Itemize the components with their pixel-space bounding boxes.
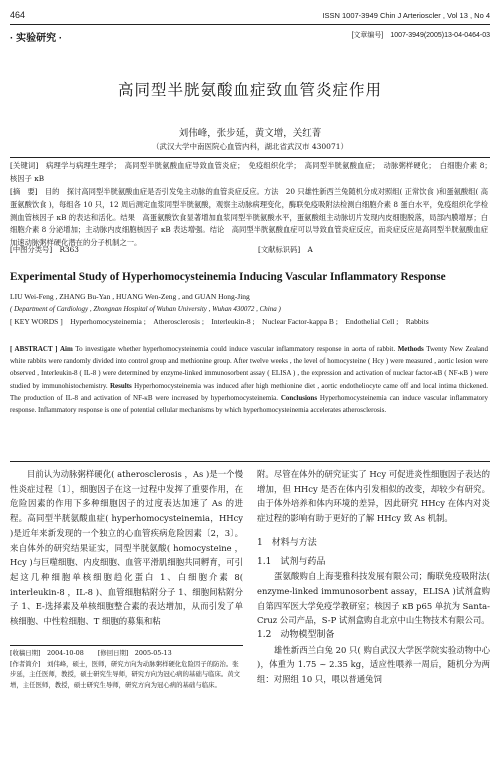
section-1-2-heading: 1.2 动物模型制备 <box>257 630 335 641</box>
title-cn: 高同型半胱氨酸血症致血管炎症作用 <box>117 82 382 99</box>
journal-citation: ISSN 1007-3949 Chin J Arterioscler , Vol 13 , No 4 <box>322 11 490 20</box>
document-code: [文献标识码] A <box>258 245 313 254</box>
abstract-cn: [摘 要] 目的 探讨高同型半胱氨酸血症是否引发兔主动脉的血管炎症反应。方法 20 只雄性新西兰兔随机分成对照组( 正常饮食 )和蛋氨酸组( 高蛋氨酸饮食 )，每组各 10 只，12 周后测定血浆同型半胱氨酸，观察主动脉病理变化，酶联免疫吸附法检测白细胞介素 8 蛋白水平，免疫组织化学检测血管核因子 κB 的表达和活化。结果 高蛋氨酸饮食显著增加血浆同型半胱氨酸水平，蛋氨酸组主动脉切片发现内皮细胞脱落，局部内膜增厚；白细胞介素 8 分泌增加；主动脉内皮细胞核因子 κB 表达增强。结论 高同型半胱氨酸血症可以导致血管炎症反应，而炎症反应是高同型半胱氨酸血症加速动脉粥样硬化潜在的分子机制之一。 <box>10 187 488 248</box>
aim-text: To investigate whether hyperhomocysteinemia could induce vascular inflammatory response in aorta of rabbit. <box>75 345 396 353</box>
keywords-cn: [关键词] 病理学与病理生理学； 高同型半胱氨酸血症导致血管炎症； 免疫组织化学； 高同型半胱氨酸血症； 动脉粥样硬化； 白细胞介素 8； 核因子 κB <box>10 161 496 183</box>
section-1-heading: 1 材料与方法 <box>257 537 317 548</box>
running-header <box>10 8 490 24</box>
abstract-bottom-rule <box>10 461 490 462</box>
body-left-column: 目前认为动脉粥样硬化( atherosclerosis ，As )是一个慢性炎症过程〔1〕，细胞因子在这一过程中发挥了重要作用，在危险因素的作用下多种细胞因子的过度表达加速了 As 的进程。高同型半胱氨酸血症( hyperhomocysteinemia，HHcy )是近年来新发现的一个独立的心血管疾病危险因素〔2，3〕。来自体外的研究结果证实，同型半胱氨酸( homocysteine ，Hcy )与巨噬细胞、内皮细胞、血管平滑肌细胞共同孵育，可引起这几种细胞单核细胞趋化蛋白 1、白细胞介素 8( interleukin-8 ，IL-8 )、血管细胞粘附分子 1、细胞间粘附分子 1、E-选择素及单核细胞整合素的表达增加，从而引发了单核细胞、中性粒细胞、T 细胞的募集和粘 <box>10 469 243 627</box>
header-rule <box>10 24 490 25</box>
results-text: Hyperhomocysteinemia was induced after high methionine diet , aortic endotheliocyte came off and local intima thickened. The production of IL-8 and activation of NF-κB were increased by hyperhomocysteinemia. <box>10 381 489 402</box>
title-en: Experimental Study of Hyperhomocysteinemia Inducing Vascular Inflammatory Response <box>10 271 446 283</box>
intro-continuation: 附。尽管在体外的研究证实了 Hcy 可促进炎性细胞因子表达的增加，但 HHcy 是否在体内引发相似的改变，却较少有研究。由于体外培养和体内环境的差异，因此研究 HHcy 在体内对炎症过程的影响有助于更好的了解 HHcy 致 As 机制。 <box>257 469 490 524</box>
clc-number: [中图分类号] R363 <box>10 245 79 254</box>
conclusions-text: Hyperhomocysteinemia can induce vascular inflammatory response. Inflammatory response is one of potential cellular mechanisms by which hyperhomocysteinemia accelerates atherosclerosis. <box>10 393 488 415</box>
received-date: [收稿日期] 2004-10-08 <box>10 649 84 657</box>
page-number: 464 <box>10 10 26 20</box>
results-label: Results <box>109 381 132 390</box>
section-label: · 实验研究 · <box>10 33 63 44</box>
aim-label: Aim <box>60 345 73 353</box>
footnote-dates <box>10 648 243 659</box>
authors-cn: 刘伟峰，张步延，黄文增，关红菁 <box>178 128 322 139</box>
authors-en: LIU Wei-Feng , ZHANG Bu-Yan , HUANG Wen-Zeng , and GUAN Hong-Jing <box>10 292 250 301</box>
body-right-column <box>257 467 490 687</box>
footnote <box>10 648 243 690</box>
author-info: [作者简介] 刘伟峰，硕士，医师，研究方向为动脉粥样硬化危险因子的防治。张步延，主任医师，教授，硕士研究生导师，研究方向为冠心病的基础与临床。黄文增，主任医师，教授，硕士研究生导师，研究方向为冠心病的基础与临床。 <box>10 659 241 689</box>
footnote-rule <box>10 645 243 646</box>
section-1-1-heading: 1.1 试剂与药品 <box>257 556 326 567</box>
keywords-en: [ KEY WORDS ] Hyperhomocysteinemia ; Atherosclerosis ; Interleukin-8 ; Nuclear Factor-kappa B ; Endothelial Cell ; Rabbits <box>10 317 429 326</box>
conclusions-label: Conclusions <box>280 393 318 402</box>
affiliation-en: ( Department of Cardiology , Zhongnan Hospital of Wuhan University , Wuhan 430072 , China ) <box>10 305 281 313</box>
section-1-2-text: 雄性新西兰白兔 20 只( 购自武汉大学医学院实验动物中心 )，体重为 1.75 ~ 2.35 kg，适应性喂养一周后，随机分为两组：对照组 10 只，喂以普通兔饲 <box>257 644 490 685</box>
revised-date: [修回日期] 2005-05-13 <box>97 649 172 657</box>
affiliation-cn: （武汉大学中南医院心血管内科，湖北省武汉市 430071） <box>151 142 348 151</box>
abstract-top-rule <box>10 157 490 158</box>
section-1-1-text: 蛋氨酸购自上海斐雅科技发展有限公司；酶联免疫吸附法( enzyme-linked immunosorbent assay，ELISA )试剂盒购自第四军医大学免疫学教研室；核因子 κB p65 单抗为 Santa-Cruz 公司产品，S-P 试剂盒购自北京中山生物技术有限公司。 <box>257 571 490 626</box>
abstract-en <box>10 343 488 433</box>
abstract-en-label: [ ABSTRACT ] <box>10 345 58 353</box>
article-code: [文章编号] 1007-3949(2005)13-04-0464-03 <box>351 32 490 39</box>
methods-label: Methods <box>397 345 424 353</box>
methods-text: Twenty New Zealand white rabbits were randomly divided into control group and methionine group. After twelve weeks , the level of homocysteine ( Hcy ) were measured , aortic lesion were observed , Interleukin-8 ( IL-8 ) were determined by enzyme-linked immunosorbent assay ( ELISA ) , the expression and activation of nuclear factor-κB ( NF-κB ) were studied by immunohistochemistry. <box>10 345 489 390</box>
